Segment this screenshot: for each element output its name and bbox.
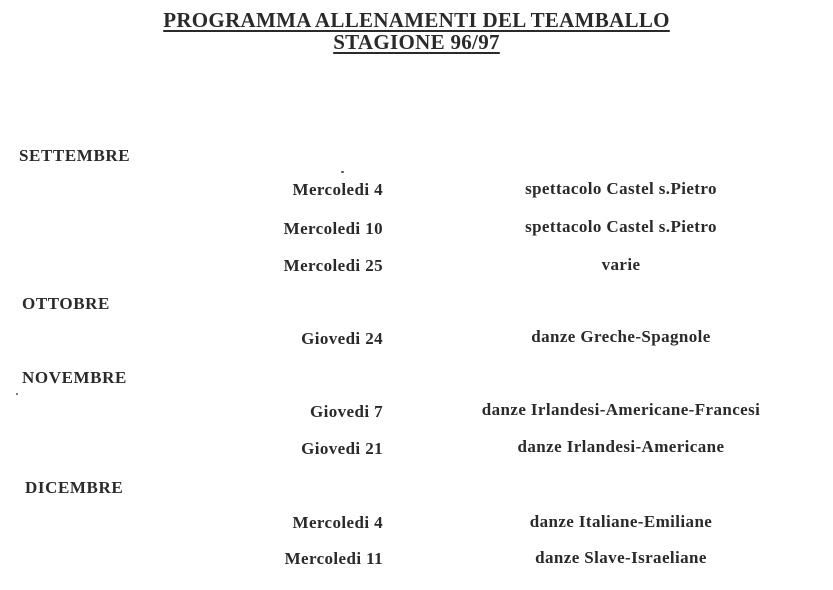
- schedule-date: Mercoledi 4: [292, 180, 383, 199]
- schedule-date: Giovedi 24: [301, 329, 383, 348]
- schedule-date: Mercoledi 11: [284, 549, 383, 568]
- schedule-date: Mercoledi 4: [292, 513, 383, 532]
- scan-speck: [341, 171, 344, 173]
- month-heading-settembre: SETTEMBRE: [19, 146, 131, 165]
- document-subtitle: STAGIONE 96/97: [333, 30, 500, 54]
- schedule-activity: spettacolo Castel s.Pietro: [525, 217, 717, 236]
- schedule-activity: spettacolo Castel s.Pietro: [525, 179, 717, 198]
- schedule-activity: danze Irlandesi-Americane: [517, 437, 725, 456]
- schedule-activity: danze Italiane-Emiliane: [529, 512, 713, 531]
- month-heading-novembre: NOVEMBRE: [22, 368, 127, 387]
- schedule-activity: danze Irlandesi-Americane-Francesi: [481, 400, 761, 419]
- month-heading-dicembre: DICEMBRE: [25, 478, 124, 497]
- schedule-activity: danze Slave-Israeliane: [535, 548, 707, 567]
- schedule-activity: varie: [601, 255, 641, 274]
- document-title: PROGRAMMA ALLENAMENTI DEL TEAMBALLO: [163, 8, 670, 32]
- scan-speck: [16, 393, 18, 395]
- month-heading-ottobre: OTTOBRE: [22, 294, 110, 313]
- schedule-date: Giovedi 21: [301, 439, 383, 458]
- schedule-date: Mercoledi 10: [283, 219, 383, 238]
- schedule-date: Giovedi 7: [309, 402, 383, 421]
- schedule-activity: danze Greche-Spagnole: [531, 327, 711, 346]
- schedule-date: Mercoledi 25: [283, 256, 383, 275]
